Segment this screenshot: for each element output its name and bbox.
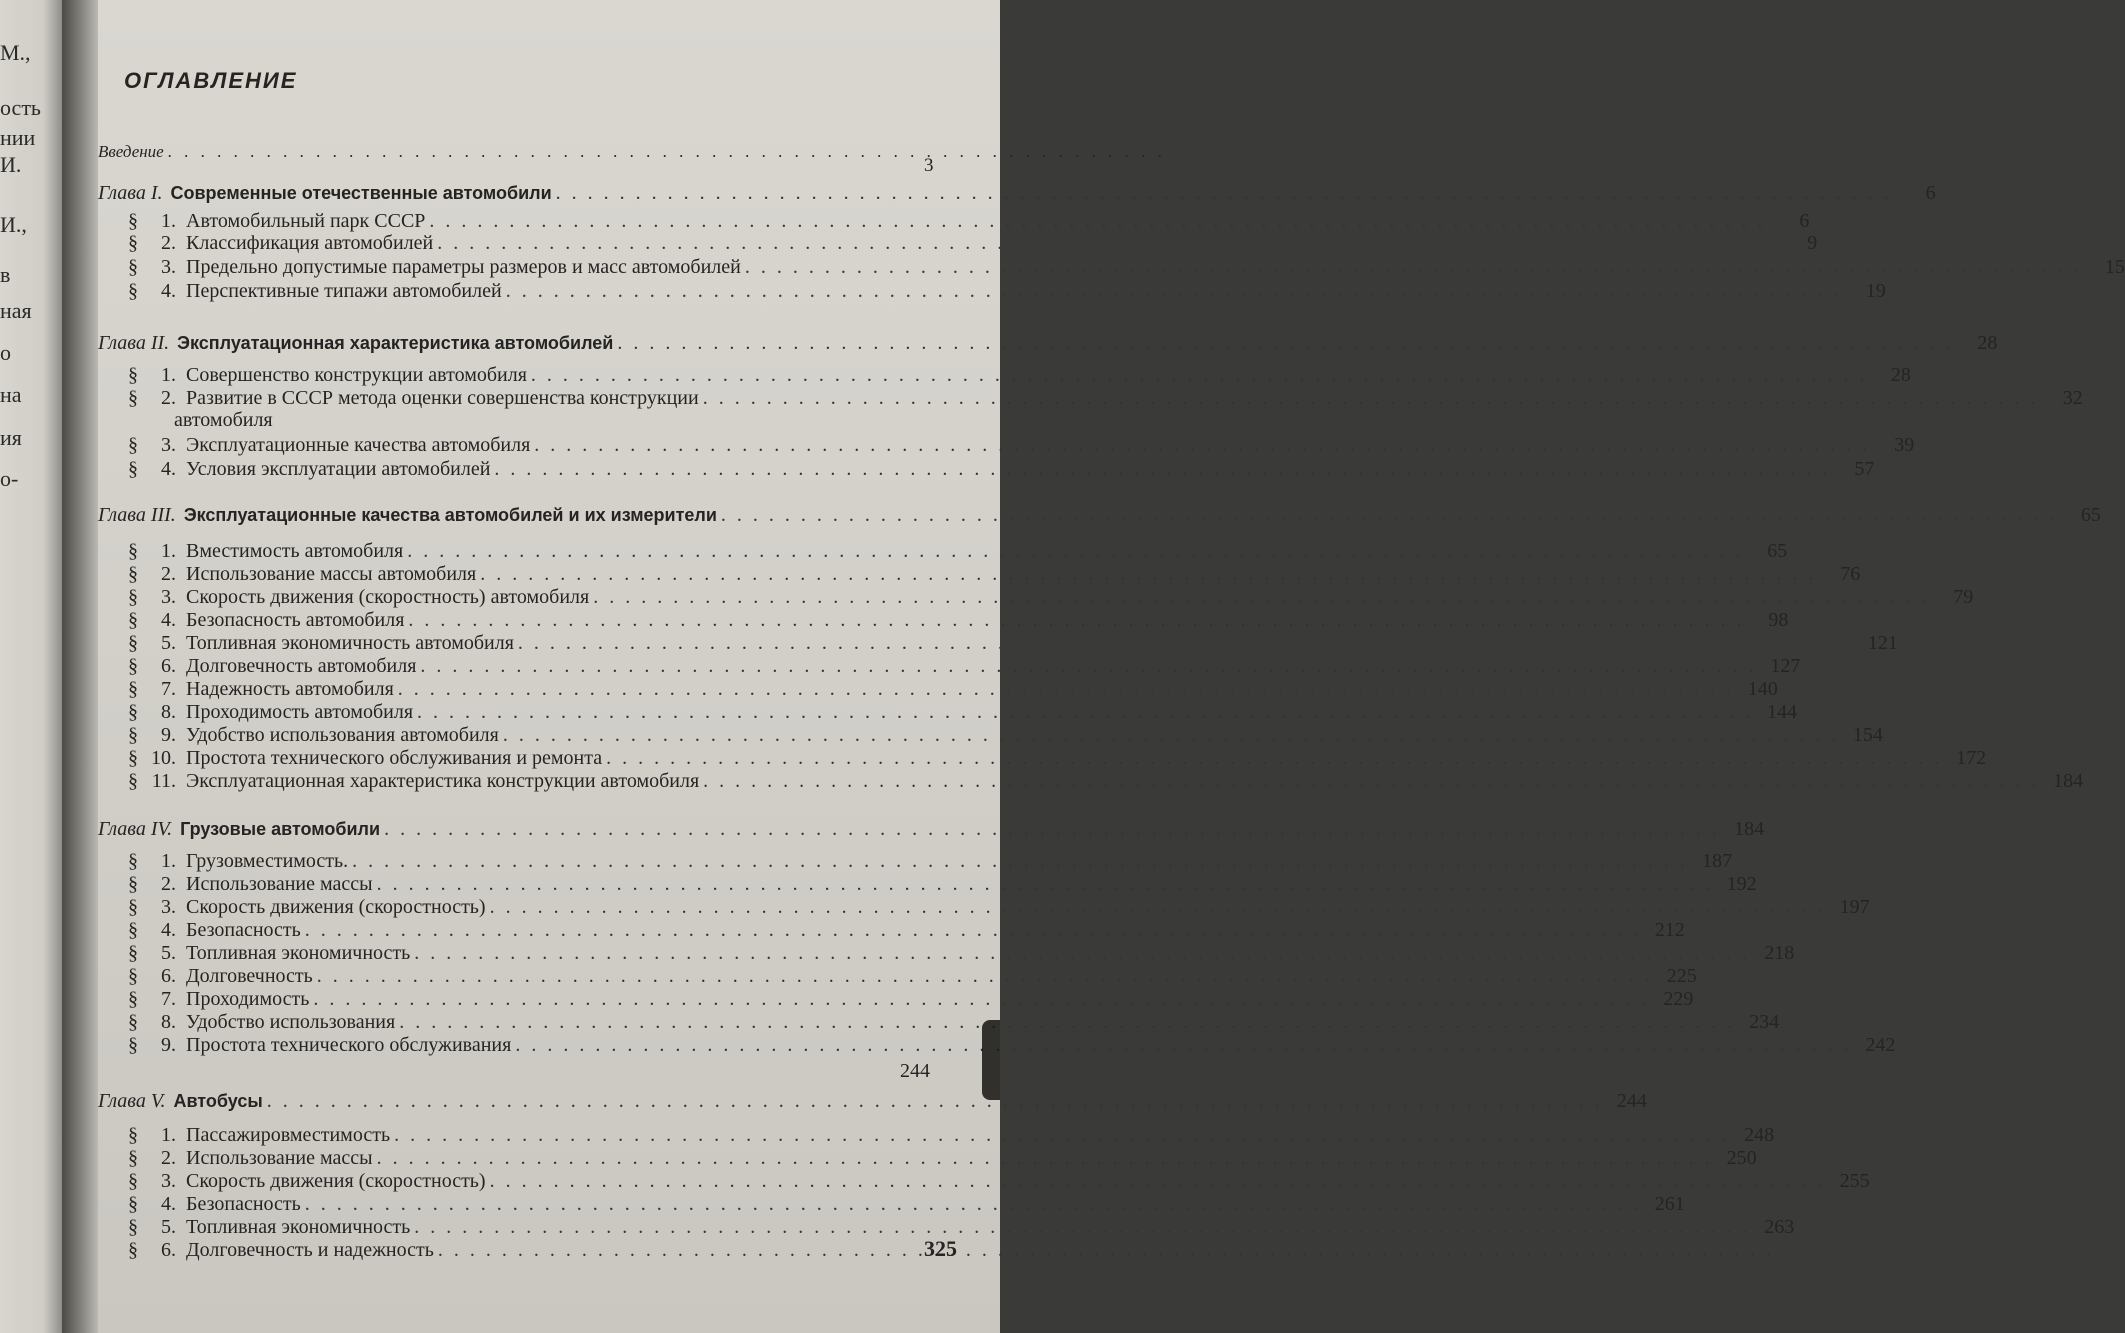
section-mark: § [128,256,138,278]
chapter-page: 6 [1925,182,1936,204]
toc-intro-page: 3 [924,155,934,176]
section-title: Перспективные типажи автомобилей [186,280,502,302]
section-page: 154 [1852,724,1883,746]
section-number: 4. [161,280,176,302]
toc-section-row [128,387,2083,409]
book-page [98,0,2125,1333]
dot-leader [480,563,1816,585]
section-mark: § [128,965,138,987]
section-page: 32 [2062,387,2083,409]
section-page: 9 [1807,232,1818,254]
section-title: Классификация автомобилей [186,232,434,254]
section-title: Простота технического обслуживания [186,1034,512,1056]
section-title: Скорость движения (скоростность) автомобиля [186,586,590,608]
chapter-label: Глава I. [98,182,163,204]
section-title: Скорость движения (скоростность) [186,896,486,918]
section-mark: § [128,1124,138,1146]
section-number: 5. [161,632,176,654]
dot-leader [506,280,1842,302]
toc-chapter-row [98,1090,1647,1112]
section-mark: § [128,678,138,700]
section-mark: § [128,919,138,941]
book-gutter [62,0,102,1333]
toc-chapter-row [98,818,1765,840]
dot-leader [377,1147,1713,1169]
dot-leader [437,232,1773,254]
toc-section-row [128,256,2125,278]
section-title: Долговечность автомобиля [186,655,417,677]
left-page-fragment: М., [0,40,31,65]
section-mark: § [128,210,138,232]
section-title: Простота технического обслуживания и ремонта [186,747,603,769]
section-mark: § [128,942,138,964]
section-title: Использование массы автомобиля [186,563,477,585]
dot-leader [408,609,1744,631]
section-mark: § [128,609,138,631]
dot-leader [503,724,1839,746]
dot-leader [407,540,1743,562]
section-page: 19 [1865,280,1886,302]
section-number: 3. [161,1170,176,1192]
toc-section-row [128,1124,1775,1146]
section-title: Эксплуатационные качества автомобиля [186,434,531,456]
chapter-title: Эксплуатационная характеристика автомобилей [177,333,614,353]
finger-shadow [982,1020,1000,1100]
toc-chapter-row [98,182,1936,204]
section-title-continued: автомобиля [174,409,273,431]
dot-leader [438,1239,1774,1261]
section-title: Условия эксплуатации автомобилей [186,458,491,480]
toc-section-row [128,563,1861,585]
dot-leader [531,364,1867,386]
section-page: 250 [1726,1147,1757,1169]
toc-section-row [128,850,1733,872]
section-page: 248 [1744,1124,1775,1146]
section-title: Пассажировместимость [186,1124,391,1146]
section-number: 5. [161,1216,176,1238]
dot-leader [429,210,1765,232]
section-number: 2. [161,563,176,585]
chapter-title: Современные отечественные автомобили [170,183,552,203]
toc-section-row [128,1170,1870,1192]
toc-section-row [128,540,1788,562]
chapter-label: Глава V. [98,1090,166,1112]
chapter-label: Глава IV. [98,818,173,840]
section-number: 2. [161,873,176,895]
dot-leader [417,701,1753,723]
section-mark: § [128,1216,138,1238]
section-page: 261 [1654,1193,1685,1215]
section-mark: § [128,1147,138,1169]
section-mark: § [128,458,138,480]
dot-leader [313,988,1649,1010]
section-page: 192 [1726,873,1757,895]
left-page-fragment: о [0,340,11,365]
dot-leader [593,586,1929,608]
section-mark: § [128,873,138,895]
section-number: 3. [161,434,176,456]
toc-section-row [128,1147,1757,1169]
left-page-fragment: ость [0,95,41,120]
section-title: Грузовместимость. [186,850,349,872]
chapter-label: Глава III. [98,504,176,526]
chapter-title: Грузовые автомобили [180,819,381,839]
section-number: 1. [161,364,176,386]
section-mark: § [128,701,138,723]
dot-leader [703,387,2039,409]
dot-leader [305,1193,1641,1215]
dot-leader [414,1216,1750,1238]
toc-section-row [128,942,1795,964]
section-page: 212 [1654,919,1685,941]
toc-section-row [128,1216,1795,1238]
section-mark: § [128,1034,138,1056]
section-number: 3. [161,256,176,278]
dot-leader [721,504,2057,526]
dot-leader [377,873,1713,895]
section-mark: § [128,655,138,677]
section-title: Скорость движения (скоростность) [186,1170,486,1192]
left-page-fragment: в [0,262,11,287]
section-mark: § [128,563,138,585]
section-mark: § [128,280,138,302]
section-page: 6 [1799,210,1810,232]
toc-section-row [128,1034,1896,1056]
section-title: Топливная экономичность [186,1216,411,1238]
toc-section-row [128,770,2084,792]
section-title: Безопасность автомобиля [186,609,405,631]
toc-section-continuation [174,409,273,431]
left-page-fragment: ная [0,298,32,323]
toc-section-row [128,232,1818,254]
section-mark: § [128,988,138,1010]
section-title: Эксплуатационная характеристика конструкции автомобиля [186,770,700,792]
section-mark: § [128,1011,138,1033]
section-number: 6. [161,655,176,677]
dot-leader [267,1090,1603,1112]
section-page: 79 [1953,586,1974,608]
section-number: 11. [151,770,176,792]
toc-section-row [128,586,1974,608]
section-number: 6. [161,965,176,987]
section-number: 4. [161,609,176,631]
chapter-page: 28 [1977,332,1998,354]
section-title: Долговечность [186,965,313,987]
dot-leader [384,818,1720,840]
toc-section-row [128,1239,938,1261]
dot-leader [490,896,1826,918]
dot-leader [556,182,1892,204]
section-title: Долговечность и надежность [186,1239,434,1261]
toc-section-row [128,724,1883,746]
section-number: 9. [161,1034,176,1056]
stray-page-number: 244 [900,1060,930,1082]
toc-section-row [128,434,1915,456]
section-page: 140 [1747,678,1778,700]
toc-section-row [128,632,1898,654]
section-title: Безопасность [186,1193,301,1215]
section-mark: § [128,896,138,918]
section-title: Удобство использования [186,1011,396,1033]
section-title: Безопасность [186,919,301,941]
left-page-fragment: о- [0,466,19,491]
section-number: 1. [161,540,176,562]
section-mark: § [128,724,138,746]
section-number: 2. [161,1147,176,1169]
section-number: 1. [161,210,176,232]
toc-section-row [128,873,1757,895]
section-number: 7. [161,988,176,1010]
toc-section-row [128,655,1801,677]
section-page: 57 [1854,458,1875,480]
toc-section-row [128,210,1810,232]
section-page: 255 [1839,1170,1870,1192]
section-number: 4. [161,1193,176,1215]
section-title: Топливная экономичность автомобиля [186,632,514,654]
toc-section-row [128,988,1694,1010]
section-mark: § [128,434,138,456]
chapter-page: 244 [1616,1090,1647,1112]
section-page: 15 [2104,256,2125,278]
chapter-page: 65 [2080,504,2101,526]
left-page-fragment: И., [0,212,27,237]
toc-section-row [128,701,1798,723]
toc-intro-row: Введение . . . . . . . . . . . . . . . . . . . . . . . . . . . . . . . . . . . . . . . . . . . . . . . . . . . . . . . . . . . . . [98,142,1167,161]
dot-leader [399,1011,1735,1033]
section-title: Развитие в СССР метода оценки совершенства конструкции [186,387,699,409]
section-title: Топливная экономичность [186,942,411,964]
section-number: 8. [161,701,176,723]
section-number: 5. [161,942,176,964]
toc-section-row [128,280,1886,302]
dot-leader [606,747,1942,769]
section-number: 1. [161,1124,176,1146]
section-mark: § [128,586,138,608]
section-number: 2. [161,232,176,254]
section-page: 184 [2053,770,2084,792]
section-title: Использование массы [186,1147,373,1169]
section-page: 39 [1894,434,1915,456]
dot-leader [617,332,1953,354]
section-title: Удобство использования автомобиля [186,724,499,746]
section-number: 8. [161,1011,176,1033]
section-title: Совершенство конструкции автомобиля [186,364,527,386]
toc-section-row [128,678,1778,700]
toc-section-row [128,1193,1685,1215]
dot-leader [515,1034,1851,1056]
section-page: 76 [1840,563,1861,585]
section-page: 121 [1867,632,1898,654]
dot-leader [534,434,1870,456]
section-mark: § [128,1170,138,1192]
dot-leader [518,632,1854,654]
toc-section-row [128,458,1875,480]
chapter-title: Эксплуатационные качества автомобилей и их измерители [183,505,717,525]
chapter-title: Автобусы [173,1091,263,1111]
left-page-fragment: ия [0,425,22,450]
section-mark: § [128,232,138,254]
page-title: ОГЛАВЛЕНИЕ [124,68,298,93]
section-number: 3. [161,586,176,608]
dot-leader [305,919,1641,941]
section-page: 218 [1764,942,1795,964]
section-number: 10. [151,747,176,769]
section-number: 7. [161,678,176,700]
section-mark: § [128,632,138,654]
section-mark: § [128,747,138,769]
left-page-fragment: нии [0,125,36,150]
section-number: 2. [161,387,176,409]
section-mark: § [128,387,138,409]
section-mark: § [128,364,138,386]
page-number: 325 [924,1236,957,1261]
toc-section-row [128,965,1697,987]
toc-section-row [128,919,1685,941]
toc-chapter-row [98,332,1998,354]
section-number: 9. [161,724,176,746]
section-page: 28 [1890,364,1911,386]
dot-leader [317,965,1653,987]
section-title: Предельно допустимые параметры размеров и масс автомобилей [186,256,741,278]
section-page: 187 [1702,850,1733,872]
toc-section-row [128,609,1789,631]
section-title: Проходимость автомобиля [186,701,414,723]
section-page: 242 [1865,1034,1896,1056]
section-page: 263 [1764,1216,1795,1238]
section-title: Автомобильный парк СССР [186,210,426,232]
dot-leader [394,1124,1730,1146]
dot-leader [352,850,1688,872]
section-title: Использование массы [186,873,373,895]
section-page: 98 [1768,609,1789,631]
left-page-edge [0,0,62,1333]
section-mark: § [128,770,138,792]
dot-leader [494,458,1830,480]
section-page: 172 [1956,747,1987,769]
toc-section-row [128,747,1987,769]
dot-leader [490,1170,1826,1192]
dot-leader [420,655,1756,677]
left-page-fragment: И. [0,152,22,177]
section-number: 4. [161,458,176,480]
section-mark: § [128,540,138,562]
dot-leader [398,678,1734,700]
section-number: 6. [161,1239,176,1261]
toc-section-row [128,896,1870,918]
section-mark: § [128,1193,138,1215]
section-page: 197 [1839,896,1870,918]
dot-leader [414,942,1750,964]
section-number: 4. [161,919,176,941]
section-page: 144 [1767,701,1798,723]
section-title: Проходимость [186,988,310,1010]
toc-intro-label: Введение [98,142,164,161]
section-page: 65 [1767,540,1788,562]
section-page: 229 [1663,988,1694,1010]
section-title: Надежность автомобиля [186,678,394,700]
chapter-page: 184 [1734,818,1765,840]
toc-section-row [128,1011,1780,1033]
toc-section-row [128,364,1911,386]
chapter-label: Глава II. [98,332,170,354]
section-page: 225 [1666,965,1697,987]
dot-leader [703,770,2039,792]
section-page: 234 [1749,1011,1780,1033]
section-mark: § [128,850,138,872]
toc-chapter-row [98,504,2101,526]
section-number: 3. [161,896,176,918]
section-number: 1. [161,850,176,872]
section-mark: § [128,1239,138,1261]
section-page: 127 [1770,655,1801,677]
left-page-fragment: на [0,382,22,407]
section-title: Вместимость автомобиля [186,540,404,562]
dot-leader [745,256,2081,278]
